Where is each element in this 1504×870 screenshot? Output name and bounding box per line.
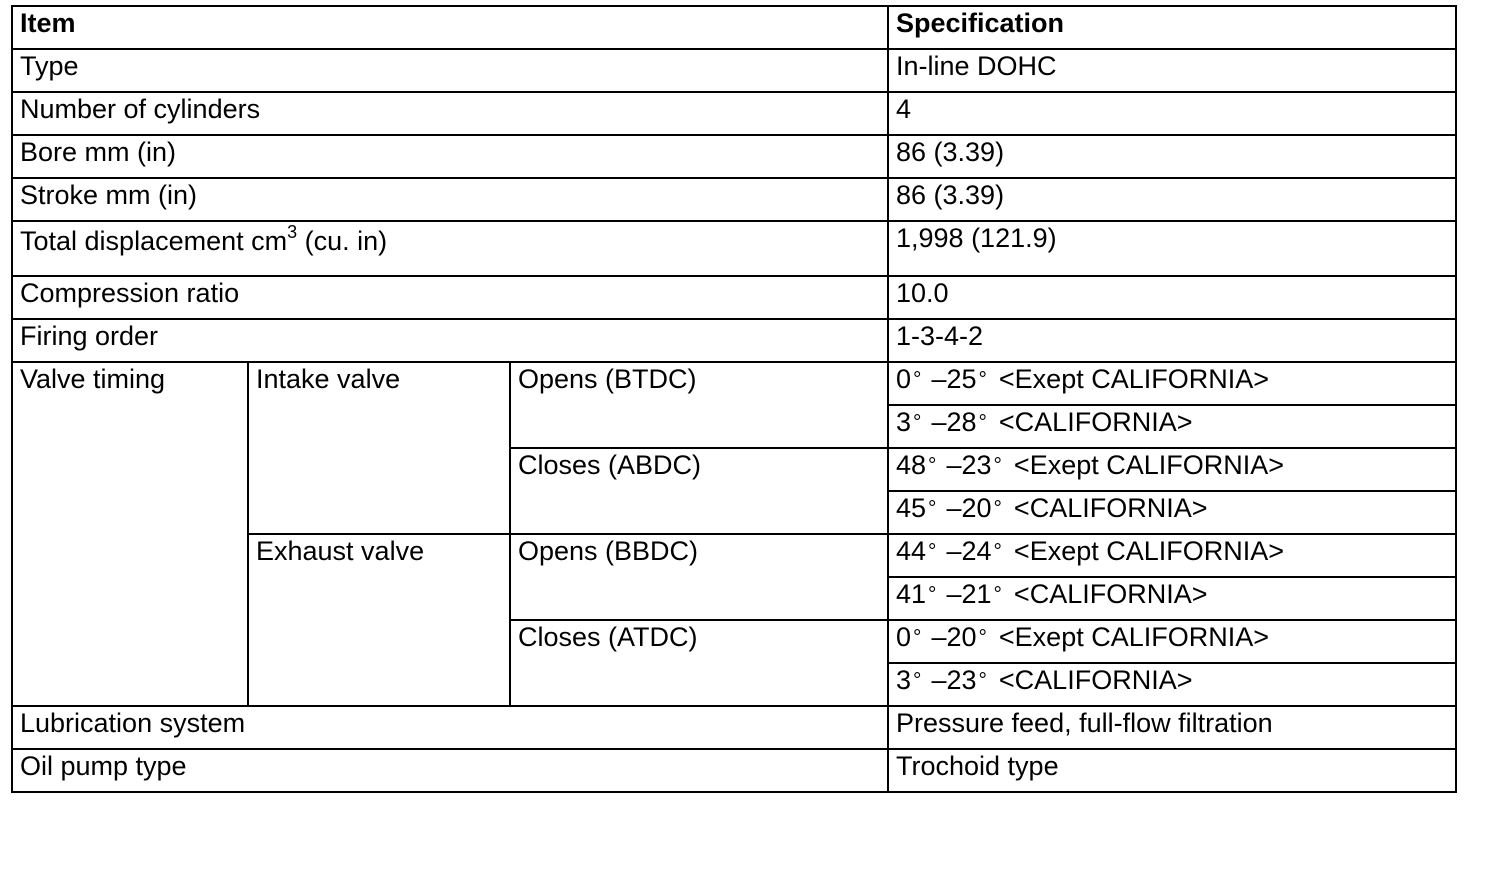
exhaust-opens-label: Opens (BBDC) [510, 534, 888, 620]
table-row-type [12, 49, 1456, 92]
intake-closes-label: Closes (ABDC) [510, 448, 888, 534]
intake-opens-label: Opens (BTDC) [510, 362, 888, 448]
row-label: Compression ratio [12, 276, 888, 319]
timing-value: 45° –20° <CALIFORNIA> [888, 491, 1456, 534]
timing-value: 0° –20° <Exept CALIFORNIA> [888, 620, 1456, 663]
exhaust-closes-label: Closes (ATDC) [510, 620, 888, 706]
intake-valve-label: Intake valve [248, 362, 510, 534]
row-label: Firing order [12, 319, 888, 362]
row-value: 86 (3.39) [888, 135, 1456, 178]
exhaust-valve-label: Exhaust valve [248, 534, 510, 706]
row-value: 4 [888, 92, 1456, 135]
row-value: 86 (3.39) [888, 178, 1456, 221]
row-value: 1,998 (121.9) [888, 221, 1456, 276]
row-value: 1-3-4-2 [888, 319, 1456, 362]
timing-value: 0° –25° <Exept CALIFORNIA> [888, 362, 1456, 405]
row-label [12, 221, 888, 276]
timing-value: 48° –23° <Exept CALIFORNIA> [888, 448, 1456, 491]
table-row-bore [12, 135, 1456, 178]
row-label: Bore mm (in) [12, 135, 888, 178]
row-label: Lubrication system [12, 706, 888, 749]
displacement-label: Total displacement cm [20, 226, 288, 256]
row-value: 10.0 [888, 276, 1456, 319]
table-row-valve-timing [12, 362, 1456, 405]
table-row-stroke [12, 178, 1456, 221]
timing-value: 41° –21° <CALIFORNIA> [888, 577, 1456, 620]
row-value: Trochoid type [888, 749, 1456, 792]
superscript-3: 3 [287, 222, 298, 242]
row-label: Stroke mm (in) [12, 178, 888, 221]
header-item: Item [12, 6, 888, 49]
row-label: Type [12, 49, 888, 92]
row-label: Number of cylinders [12, 92, 888, 135]
table-row-oil-pump [12, 749, 1456, 792]
engine-spec-table [11, 5, 1457, 793]
timing-value: 44° –24° <Exept CALIFORNIA> [888, 534, 1456, 577]
row-value: In-line DOHC [888, 49, 1456, 92]
row-label: Oil pump type [12, 749, 888, 792]
table-row-lubrication [12, 706, 1456, 749]
table-row-firing-order [12, 319, 1456, 362]
table-row-cylinders [12, 92, 1456, 135]
table-row-displacement [12, 221, 1456, 276]
table-row-compression [12, 276, 1456, 319]
timing-value: 3° –23° <CALIFORNIA> [888, 663, 1456, 706]
timing-value: 3° –28° <CALIFORNIA> [888, 405, 1456, 448]
header-row [12, 6, 1456, 49]
displacement-label-suffix: (cu. in) [297, 226, 388, 256]
header-specification: Specification [888, 6, 1456, 49]
row-value: Pressure feed, full-flow filtration [888, 706, 1456, 749]
valve-timing-label: Valve timing [12, 362, 248, 706]
